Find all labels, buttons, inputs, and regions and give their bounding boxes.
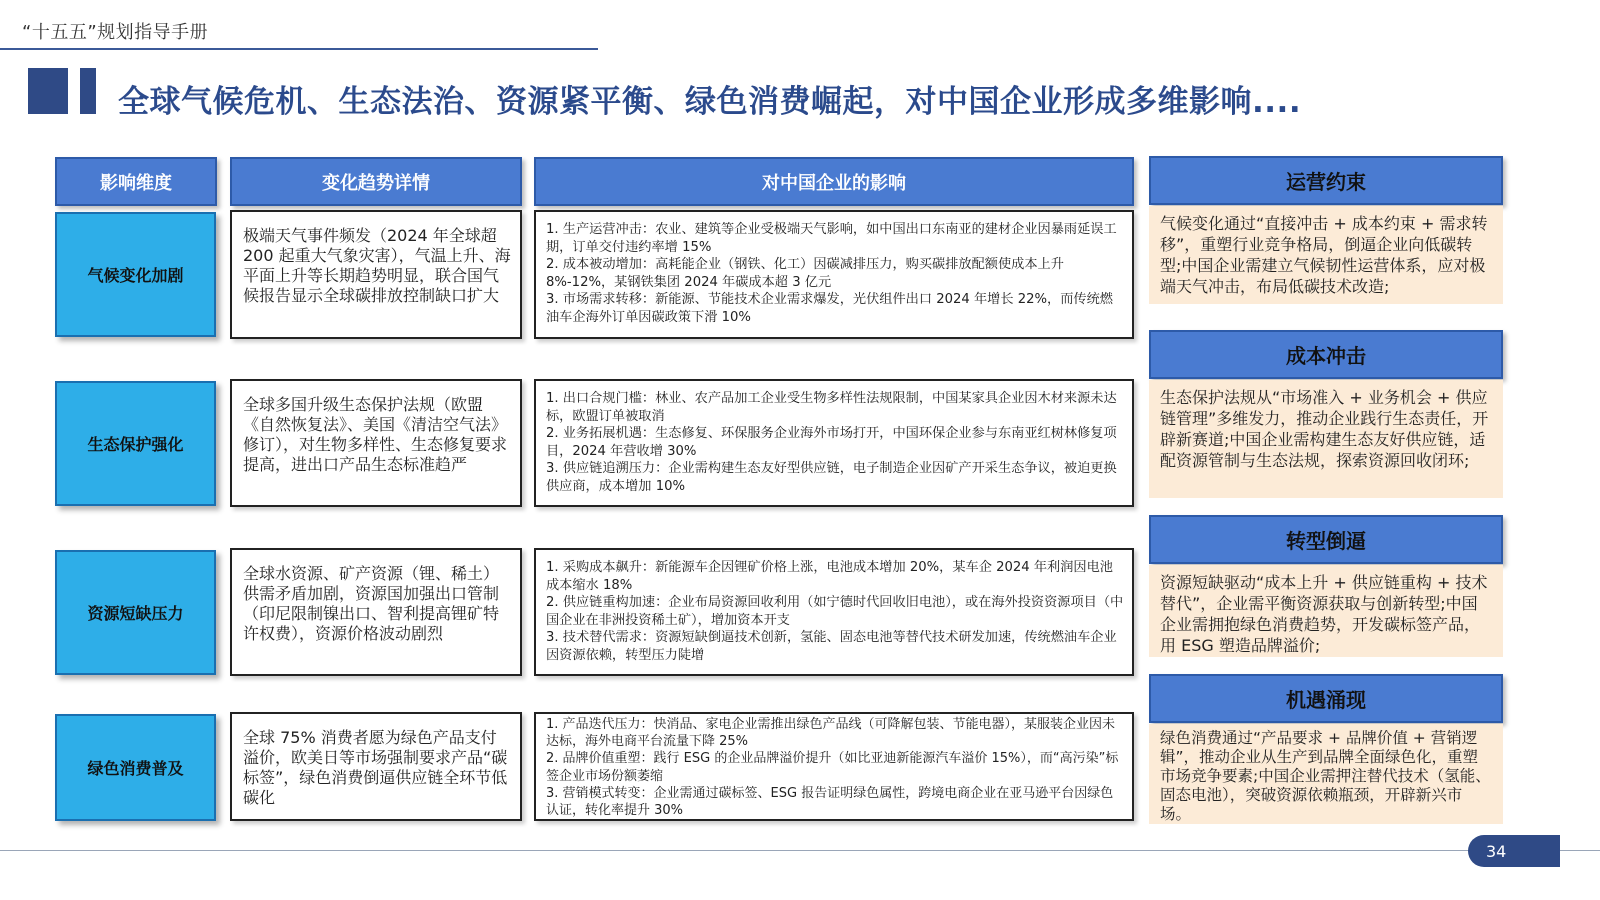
panel-body-cost: 生态保护法规从“市场准入 + 业务机会 + 供应链管理”多维发力，推动企业践行生态责任，开辟新赛道;中国企业需构建生态友好供应链，适配资源管制与生态法规，探索资源回收闭环;	[1149, 380, 1503, 498]
header-divider	[0, 48, 598, 50]
impact-item: 1. 出口合规门槛：林业、农产品加工企业受生物多样性法规限制，中国某家具企业因木材来源未达标，欧盟订单被取消	[546, 391, 1117, 424]
page-number: 34	[1468, 835, 1560, 867]
trend-green-consumption: 全球 75% 消费者愿为绿色产品支付溢价，欧美日等市场强制要求产品“碳标签”，绿色消费倒逼供应链全环节低碳化	[230, 712, 522, 821]
title-accent-block	[28, 68, 68, 114]
impact-green-consumption	[534, 712, 1134, 821]
handbook-title: “十五五”规划指导手册	[22, 22, 209, 43]
impact-item: 2. 成本被动增加：高耗能企业（钢铁、化工）因碳减排压力，购买碳排放配额使成本上升 8%-12%，某钢铁集团 2024 年碳成本超 3 亿元	[546, 257, 1064, 290]
title-accent-bar	[80, 68, 96, 114]
impact-item: 2. 品牌价值重塑：践行 ESG 的企业品牌溢价提升（如比亚迪新能源汽车溢价 15%），而“高污染”标签企业市场份额萎缩	[546, 751, 1119, 784]
impact-resources	[534, 548, 1134, 676]
impact-item: 3. 供应链追溯压力：企业需构建生态友好型供应链，电子制造企业因矿产开采生态争议，被迫更换供应商，成本增加 10%	[546, 461, 1117, 494]
panel-body-operations: 气候变化通过“直接冲击 + 成本约束 + 需求转移”，重塑行业竞争格局，倒逼企业向低碳转型;中国企业需建立气候韧性运营体系，应对极端天气冲击，布局低碳技术改造;	[1149, 206, 1503, 304]
impact-item: 2. 供应链重构加速：企业布局资源回收利用（如宁德时代回收旧电池），或在海外投资资源项目（中国企业在非洲投资稀土矿），增加资本开支	[546, 595, 1124, 628]
dimension-ecology: 生态保护强化	[55, 381, 216, 506]
impact-item: 3. 营销模式转变：企业需通过碳标签、ESG 报告证明绿色属性，跨境电商企业在亚马逊平台因绿色认证，转化率提升 30%	[546, 785, 1114, 819]
impact-item: 1. 生产运营冲击：农业、建筑等企业受极端天气影响，如中国出口东南亚的建材企业因暴雨延误工期，订单交付违约率增 15%	[546, 222, 1117, 255]
dimension-resources: 资源短缺压力	[55, 550, 216, 675]
trend-climate: 极端天气事件频发（2024 年全球超 200 起重大气象灾害），气温上升、海平面上升等长期趋势明显，联合国气候报告显示全球碳排放控制缺口扩大	[230, 210, 522, 339]
impact-item: 1. 产品迭代压力：快消品、家电企业需推出绿色产品线（可降解包装、节能电器），某服装企业因未达标，海外电商平台流量下降 25%	[546, 717, 1116, 750]
column-header-dimension: 影响维度	[55, 157, 217, 206]
panel-body-opportunity: 绿色消费通过“产品要求 + 品牌价值 + 营销逻辑”，推动企业从生产到品牌全面绿色化，重塑市场竞争要素;中国企业需押注替代技术（氢能、固态电池），突破资源依赖瓶颈，开辟新兴市场。	[1149, 724, 1503, 824]
page-title: 全球气候危机、生态法治、资源紧平衡、绿色消费崛起，对中国企业形成多维影响....	[118, 84, 1302, 120]
dimension-climate: 气候变化加剧	[55, 212, 216, 337]
column-header-trend: 变化趋势详情	[230, 157, 522, 206]
panel-title-operations: 运营约束	[1149, 156, 1503, 205]
impact-item: 1. 采购成本飙升：新能源车企因锂矿价格上涨，电池成本增加 20%，某车企 2024 年利润因电池成本缩水 18%	[546, 560, 1113, 593]
footer-divider	[0, 850, 1600, 851]
trend-ecology: 全球多国升级生态保护法规（欧盟《自然恢复法》、美国《清洁空气法》修订），对生物多样性、生态修复要求提高，进出口产品生态标准趋严	[230, 379, 522, 507]
trend-resources: 全球水资源、矿产资源（锂、稀土）供需矛盾加剧，资源国加强出口管制（印尼限制镍出口、智利提高锂矿特许权费），资源价格波动剧烈	[230, 548, 522, 676]
impact-ecology	[534, 379, 1134, 507]
panel-title-cost: 成本冲击	[1149, 330, 1503, 379]
impact-item: 3. 市场需求转移：新能源、节能技术企业需求爆发，光伏组件出口 2024 年增长 22%，而传统燃油车企海外订单因碳政策下滑 10%	[546, 292, 1113, 325]
impact-climate	[534, 210, 1134, 339]
column-header-impact: 对中国企业的影响	[534, 157, 1134, 206]
panel-title-opportunity: 机遇涌现	[1149, 674, 1503, 723]
panel-body-transformation: 资源短缺驱动“成本上升 + 供应链重构 + 技术替代”，企业需平衡资源获取与创新转型;中国企业需拥抱绿色消费趋势，开发碳标签产品，用 ESG 塑造品牌溢价;	[1149, 565, 1503, 657]
impact-item: 2. 业务拓展机遇：生态修复、环保服务企业海外市场打开，中国环保企业参与东南亚红树林修复项目，2024 年营收增 30%	[546, 426, 1117, 459]
dimension-green-consumption: 绿色消费普及	[55, 714, 216, 821]
impact-item: 3. 技术替代需求：资源短缺倒逼技术创新，氢能、固态电池等替代技术研发加速，传统燃油车企业因资源依赖，转型压力陡增	[546, 630, 1117, 663]
panel-title-transformation: 转型倒逼	[1149, 515, 1503, 564]
